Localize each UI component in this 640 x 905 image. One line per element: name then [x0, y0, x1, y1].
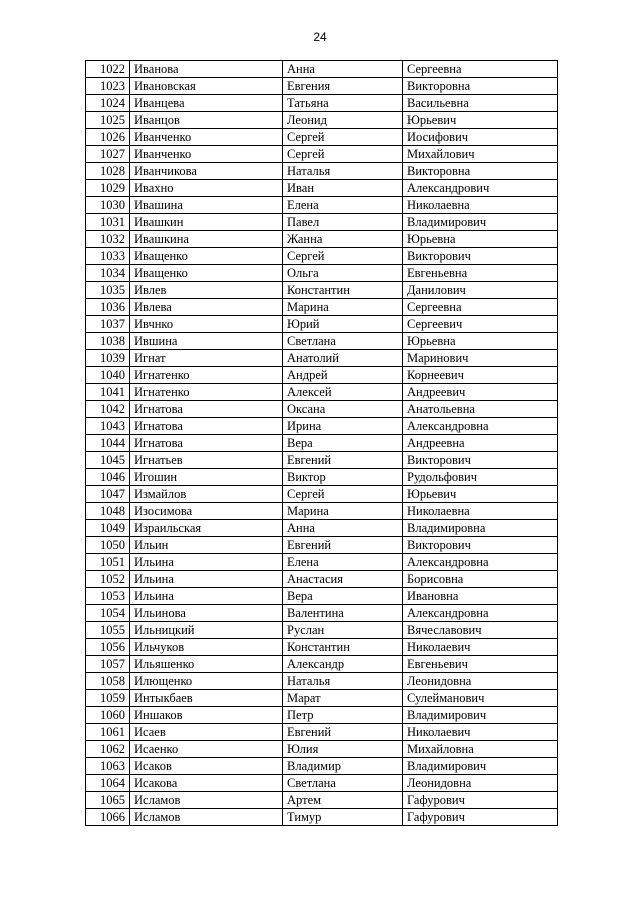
patronymic-cell: Викторович: [403, 452, 558, 469]
row-number-cell: 1064: [86, 775, 130, 792]
row-number-cell: 1029: [86, 180, 130, 197]
first-name-cell: Евгений: [283, 452, 403, 469]
patronymic-cell: Данилович: [403, 282, 558, 299]
last-name-cell: Измайлов: [130, 486, 283, 503]
first-name-cell: Вера: [283, 435, 403, 452]
table-row: [86, 214, 558, 231]
row-number-cell: 1036: [86, 299, 130, 316]
table-row: [86, 707, 558, 724]
last-name-cell: Ивашкин: [130, 214, 283, 231]
last-name-cell: Исакова: [130, 775, 283, 792]
patronymic-cell: Александровна: [403, 554, 558, 571]
patronymic-cell: Николаевна: [403, 503, 558, 520]
roster-table: [85, 60, 558, 826]
table-row: [86, 639, 558, 656]
patronymic-cell: Гафурович: [403, 792, 558, 809]
roster-body: [86, 61, 558, 826]
row-number-cell: 1028: [86, 163, 130, 180]
patronymic-cell: Васильевна: [403, 95, 558, 112]
table-row: [86, 367, 558, 384]
patronymic-cell: Александровна: [403, 418, 558, 435]
table-row: [86, 78, 558, 95]
table-row: [86, 248, 558, 265]
table-row: [86, 401, 558, 418]
row-number-cell: 1047: [86, 486, 130, 503]
table-row: [86, 809, 558, 826]
table-row: [86, 333, 558, 350]
table-row: [86, 775, 558, 792]
patronymic-cell: Сулейманович: [403, 690, 558, 707]
last-name-cell: Ивчнко: [130, 316, 283, 333]
patronymic-cell: Борисовна: [403, 571, 558, 588]
first-name-cell: Сергей: [283, 486, 403, 503]
last-name-cell: Иванчикова: [130, 163, 283, 180]
last-name-cell: Ильинова: [130, 605, 283, 622]
patronymic-cell: Викторовна: [403, 78, 558, 95]
patronymic-cell: Николаевич: [403, 639, 558, 656]
patronymic-cell: Рудольфович: [403, 469, 558, 486]
table-row: [86, 197, 558, 214]
first-name-cell: Оксана: [283, 401, 403, 418]
last-name-cell: Игнатова: [130, 418, 283, 435]
first-name-cell: Светлана: [283, 333, 403, 350]
row-number-cell: 1041: [86, 384, 130, 401]
first-name-cell: Анатолий: [283, 350, 403, 367]
patronymic-cell: Маринович: [403, 350, 558, 367]
table-row: [86, 384, 558, 401]
table-row: [86, 469, 558, 486]
row-number-cell: 1044: [86, 435, 130, 452]
row-number-cell: 1066: [86, 809, 130, 826]
first-name-cell: Тимур: [283, 809, 403, 826]
table-row: [86, 418, 558, 435]
last-name-cell: Иванцева: [130, 95, 283, 112]
table-row: [86, 316, 558, 333]
table-row: [86, 180, 558, 197]
table-row: [86, 792, 558, 809]
patronymic-cell: Андреевна: [403, 435, 558, 452]
first-name-cell: Наталья: [283, 673, 403, 690]
last-name-cell: Исаенко: [130, 741, 283, 758]
row-number-cell: 1031: [86, 214, 130, 231]
patronymic-cell: Сергеевич: [403, 316, 558, 333]
table-row: [86, 435, 558, 452]
last-name-cell: Игнатенко: [130, 367, 283, 384]
first-name-cell: Юрий: [283, 316, 403, 333]
row-number-cell: 1058: [86, 673, 130, 690]
table-row: [86, 299, 558, 316]
table-row: [86, 605, 558, 622]
first-name-cell: Марина: [283, 299, 403, 316]
last-name-cell: Израильская: [130, 520, 283, 537]
table-row: [86, 537, 558, 554]
table-row: [86, 350, 558, 367]
table-row: [86, 452, 558, 469]
table-row: [86, 758, 558, 775]
first-name-cell: Светлана: [283, 775, 403, 792]
table-row: [86, 520, 558, 537]
last-name-cell: Ильяшенко: [130, 656, 283, 673]
patronymic-cell: Владимировна: [403, 520, 558, 537]
row-number-cell: 1063: [86, 758, 130, 775]
row-number-cell: 1040: [86, 367, 130, 384]
row-number-cell: 1042: [86, 401, 130, 418]
last-name-cell: Ивлев: [130, 282, 283, 299]
patronymic-cell: Николаевна: [403, 197, 558, 214]
row-number-cell: 1057: [86, 656, 130, 673]
last-name-cell: Ильчуков: [130, 639, 283, 656]
row-number-cell: 1022: [86, 61, 130, 78]
last-name-cell: Иванченко: [130, 146, 283, 163]
table-row: [86, 61, 558, 78]
first-name-cell: Артем: [283, 792, 403, 809]
patronymic-cell: Владимирович: [403, 707, 558, 724]
first-name-cell: Константин: [283, 282, 403, 299]
table-row: [86, 724, 558, 741]
first-name-cell: Ольга: [283, 265, 403, 282]
first-name-cell: Александр: [283, 656, 403, 673]
first-name-cell: Елена: [283, 554, 403, 571]
last-name-cell: Ильницкий: [130, 622, 283, 639]
row-number-cell: 1048: [86, 503, 130, 520]
first-name-cell: Елена: [283, 197, 403, 214]
last-name-cell: Изосимова: [130, 503, 283, 520]
first-name-cell: Юлия: [283, 741, 403, 758]
table-row: [86, 656, 558, 673]
first-name-cell: Ирина: [283, 418, 403, 435]
first-name-cell: Марина: [283, 503, 403, 520]
first-name-cell: Анна: [283, 61, 403, 78]
patronymic-cell: Викторовна: [403, 163, 558, 180]
table-row: [86, 486, 558, 503]
table-row: [86, 265, 558, 282]
table-row: [86, 129, 558, 146]
last-name-cell: Игнат: [130, 350, 283, 367]
first-name-cell: Татьяна: [283, 95, 403, 112]
patronymic-cell: Иосифович: [403, 129, 558, 146]
last-name-cell: Игнатенко: [130, 384, 283, 401]
table-row: [86, 554, 558, 571]
last-name-cell: Ильина: [130, 588, 283, 605]
row-number-cell: 1054: [86, 605, 130, 622]
first-name-cell: Евгения: [283, 78, 403, 95]
first-name-cell: Евгений: [283, 537, 403, 554]
table-row: [86, 95, 558, 112]
patronymic-cell: Ивановна: [403, 588, 558, 605]
row-number-cell: 1049: [86, 520, 130, 537]
patronymic-cell: Викторович: [403, 537, 558, 554]
row-number-cell: 1061: [86, 724, 130, 741]
patronymic-cell: Владимирович: [403, 214, 558, 231]
patronymic-cell: Юрьевна: [403, 231, 558, 248]
table-row: [86, 571, 558, 588]
patronymic-cell: Михайлович: [403, 146, 558, 163]
row-number-cell: 1050: [86, 537, 130, 554]
patronymic-cell: Вячеславович: [403, 622, 558, 639]
first-name-cell: Алексей: [283, 384, 403, 401]
last-name-cell: Ильин: [130, 537, 283, 554]
patronymic-cell: Леонидовна: [403, 673, 558, 690]
first-name-cell: Валентина: [283, 605, 403, 622]
first-name-cell: Павел: [283, 214, 403, 231]
last-name-cell: Ивановская: [130, 78, 283, 95]
first-name-cell: Андрей: [283, 367, 403, 384]
last-name-cell: Ильина: [130, 554, 283, 571]
last-name-cell: Игнатьев: [130, 452, 283, 469]
table-row: [86, 741, 558, 758]
last-name-cell: Исаев: [130, 724, 283, 741]
row-number-cell: 1025: [86, 112, 130, 129]
last-name-cell: Игошин: [130, 469, 283, 486]
row-number-cell: 1045: [86, 452, 130, 469]
table-row: [86, 503, 558, 520]
last-name-cell: Исаков: [130, 758, 283, 775]
last-name-cell: Иншаков: [130, 707, 283, 724]
first-name-cell: Сергей: [283, 146, 403, 163]
last-name-cell: Игнатова: [130, 435, 283, 452]
patronymic-cell: Владимирович: [403, 758, 558, 775]
first-name-cell: Владимир: [283, 758, 403, 775]
patronymic-cell: Сергеевна: [403, 299, 558, 316]
table-row: [86, 588, 558, 605]
last-name-cell: Иванцов: [130, 112, 283, 129]
table-row: [86, 112, 558, 129]
table-row: [86, 622, 558, 639]
patronymic-cell: Леонидовна: [403, 775, 558, 792]
row-number-cell: 1039: [86, 350, 130, 367]
row-number-cell: 1052: [86, 571, 130, 588]
row-number-cell: 1032: [86, 231, 130, 248]
patronymic-cell: Александровна: [403, 605, 558, 622]
patronymic-cell: Викторович: [403, 248, 558, 265]
patronymic-cell: Анатольевна: [403, 401, 558, 418]
row-number-cell: 1043: [86, 418, 130, 435]
patronymic-cell: Евгеньевна: [403, 265, 558, 282]
table-row: [86, 282, 558, 299]
first-name-cell: Иван: [283, 180, 403, 197]
row-number-cell: 1038: [86, 333, 130, 350]
table-row: [86, 163, 558, 180]
first-name-cell: Петр: [283, 707, 403, 724]
row-number-cell: 1060: [86, 707, 130, 724]
row-number-cell: 1056: [86, 639, 130, 656]
patronymic-cell: Юрьевна: [403, 333, 558, 350]
page-number: 24: [313, 30, 327, 44]
first-name-cell: Марат: [283, 690, 403, 707]
table-row: [86, 690, 558, 707]
patronymic-cell: Евгеньевич: [403, 656, 558, 673]
row-number-cell: 1024: [86, 95, 130, 112]
last-name-cell: Интыкбаев: [130, 690, 283, 707]
first-name-cell: Руслан: [283, 622, 403, 639]
last-name-cell: Ивашина: [130, 197, 283, 214]
row-number-cell: 1035: [86, 282, 130, 299]
first-name-cell: Сергей: [283, 129, 403, 146]
row-number-cell: 1065: [86, 792, 130, 809]
first-name-cell: Анна: [283, 520, 403, 537]
row-number-cell: 1053: [86, 588, 130, 605]
first-name-cell: Сергей: [283, 248, 403, 265]
last-name-cell: Иващенко: [130, 265, 283, 282]
row-number-cell: 1026: [86, 129, 130, 146]
first-name-cell: Виктор: [283, 469, 403, 486]
first-name-cell: Леонид: [283, 112, 403, 129]
patronymic-cell: Николаевич: [403, 724, 558, 741]
first-name-cell: Вера: [283, 588, 403, 605]
last-name-cell: Ивашкина: [130, 231, 283, 248]
last-name-cell: Исламов: [130, 792, 283, 809]
patronymic-cell: Гафурович: [403, 809, 558, 826]
table-row: [86, 146, 558, 163]
last-name-cell: Ильина: [130, 571, 283, 588]
row-number-cell: 1034: [86, 265, 130, 282]
row-number-cell: 1037: [86, 316, 130, 333]
row-number-cell: 1033: [86, 248, 130, 265]
row-number-cell: 1055: [86, 622, 130, 639]
row-number-cell: 1023: [86, 78, 130, 95]
table-row: [86, 231, 558, 248]
last-name-cell: Илющенко: [130, 673, 283, 690]
last-name-cell: Ившина: [130, 333, 283, 350]
patronymic-cell: Корнеевич: [403, 367, 558, 384]
patronymic-cell: Юрьевич: [403, 486, 558, 503]
last-name-cell: Иванченко: [130, 129, 283, 146]
patronymic-cell: Сергеевна: [403, 61, 558, 78]
first-name-cell: Евгений: [283, 724, 403, 741]
first-name-cell: Жанна: [283, 231, 403, 248]
patronymic-cell: Юрьевич: [403, 112, 558, 129]
row-number-cell: 1059: [86, 690, 130, 707]
table-row: [86, 673, 558, 690]
last-name-cell: Ивлева: [130, 299, 283, 316]
last-name-cell: Игнатова: [130, 401, 283, 418]
first-name-cell: Константин: [283, 639, 403, 656]
patronymic-cell: Андреевич: [403, 384, 558, 401]
row-number-cell: 1046: [86, 469, 130, 486]
patronymic-cell: Александрович: [403, 180, 558, 197]
row-number-cell: 1062: [86, 741, 130, 758]
row-number-cell: 1027: [86, 146, 130, 163]
last-name-cell: Исламов: [130, 809, 283, 826]
row-number-cell: 1051: [86, 554, 130, 571]
first-name-cell: Анастасия: [283, 571, 403, 588]
row-number-cell: 1030: [86, 197, 130, 214]
last-name-cell: Ивахно: [130, 180, 283, 197]
last-name-cell: Иванова: [130, 61, 283, 78]
patronymic-cell: Михайловна: [403, 741, 558, 758]
first-name-cell: Наталья: [283, 163, 403, 180]
last-name-cell: Иващенко: [130, 248, 283, 265]
